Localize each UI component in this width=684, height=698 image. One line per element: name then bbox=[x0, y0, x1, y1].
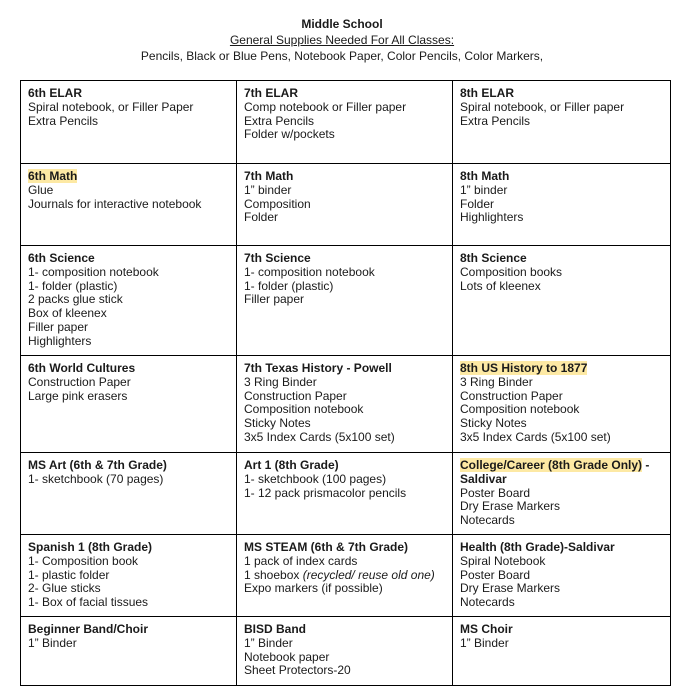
supply-item: Composition books bbox=[460, 264, 563, 279]
cell-6th-world-cultures bbox=[21, 356, 237, 453]
class-title: 7th Science bbox=[244, 251, 311, 265]
class-title-highlighted: 8th US History to 1877 bbox=[460, 361, 588, 375]
cell-6th-math bbox=[21, 164, 237, 246]
supply-item-note: (recycled/ reuse old one) bbox=[302, 567, 435, 582]
supply-item: 1 pack of index cards bbox=[244, 553, 358, 568]
table-row bbox=[21, 535, 671, 617]
cell-ms-steam bbox=[237, 535, 453, 617]
cell-ms-choir bbox=[453, 617, 671, 686]
cell-7th-elar bbox=[237, 81, 453, 164]
supply-item: Spiral notebook, or Filler paper bbox=[460, 99, 625, 114]
supply-item: Highlighters bbox=[460, 210, 524, 225]
supplies-table bbox=[20, 80, 671, 686]
supply-item: Large pink erasers bbox=[28, 388, 128, 403]
supply-item: Poster Board bbox=[460, 485, 531, 500]
supply-item: Composition notebook bbox=[460, 402, 580, 417]
class-title: 6th ELAR bbox=[28, 86, 82, 100]
class-title: MS Art (6th & 7th Grade) bbox=[28, 458, 167, 472]
class-title: Beginner Band/Choir bbox=[28, 622, 149, 636]
supply-item: Dry Erase Markers bbox=[460, 581, 561, 596]
supply-item: 1- sketchbook (70 pages) bbox=[28, 471, 164, 486]
cell-7th-texas-history bbox=[237, 356, 453, 453]
supply-item: 2 packs glue stick bbox=[28, 292, 123, 307]
supply-item: Construction Paper bbox=[460, 388, 563, 403]
supply-item: Journals for interactive notebook bbox=[28, 196, 202, 211]
class-title-suffix: - bbox=[642, 458, 650, 472]
supply-item: 1- folder (plastic) bbox=[28, 278, 118, 293]
supply-item: Notebook paper bbox=[244, 649, 330, 664]
class-title: 6th Science bbox=[28, 251, 95, 265]
supply-item: Extra Pencils bbox=[244, 113, 315, 128]
table-row bbox=[21, 164, 671, 246]
supply-item: Lots of kleenex bbox=[460, 278, 541, 293]
supply-item: 1- folder (plastic) bbox=[244, 278, 334, 293]
class-title-highlighted: 6th Math bbox=[28, 169, 78, 183]
header bbox=[0, 16, 684, 64]
class-title: 7th ELAR bbox=[244, 86, 298, 100]
supply-item: Notecards bbox=[460, 595, 515, 610]
supply-item: 1- Composition book bbox=[28, 553, 139, 568]
supply-item: 3x5 Index Cards (5x100 set) bbox=[244, 429, 395, 444]
class-title: 8th Science bbox=[460, 251, 527, 265]
general-supplies-heading: General Supplies Needed For All Classes: bbox=[229, 33, 455, 47]
cell-8th-math bbox=[453, 164, 671, 246]
supply-item: Dry Erase Markers bbox=[460, 499, 561, 514]
supply-item: 1- composition notebook bbox=[28, 264, 159, 279]
table-row bbox=[21, 617, 671, 686]
supply-item: Folder bbox=[244, 210, 279, 225]
cell-6th-elar bbox=[21, 81, 237, 164]
class-title: 8th Math bbox=[460, 169, 510, 183]
cell-spanish-1 bbox=[21, 535, 237, 617]
supply-item: Construction Paper bbox=[28, 374, 131, 389]
cell-6th-science bbox=[21, 246, 237, 356]
page-title: Middle School bbox=[301, 17, 383, 31]
supply-item: Sticky Notes bbox=[460, 416, 527, 431]
cell-8th-us-history bbox=[453, 356, 671, 453]
supply-item-text: 1 shoebox bbox=[244, 567, 300, 582]
supply-item: Filler paper bbox=[28, 319, 89, 334]
class-title: 6th World Cultures bbox=[28, 361, 136, 375]
supply-item: Spiral notebook, or Filler Paper bbox=[28, 99, 194, 114]
class-title bbox=[460, 459, 664, 473]
supply-item: Composition notebook bbox=[244, 402, 364, 417]
supply-item: 3 Ring Binder bbox=[460, 374, 533, 389]
supply-item: Folder bbox=[460, 196, 495, 211]
supply-item: 1” binder bbox=[244, 182, 292, 197]
table-row bbox=[21, 81, 671, 164]
table-row bbox=[21, 246, 671, 356]
supply-item: Expo markers (if possible) bbox=[244, 581, 383, 596]
supply-item: 1” Binder bbox=[244, 635, 293, 650]
supply-item: Notecards bbox=[460, 513, 515, 528]
supply-item: 1” binder bbox=[460, 182, 508, 197]
supply-item: Folder w/pockets bbox=[244, 127, 335, 142]
supply-item: Extra Pencils bbox=[460, 113, 531, 128]
supply-item: Poster Board bbox=[460, 567, 531, 582]
supply-item: Spiral Notebook bbox=[460, 553, 546, 568]
class-title: 8th ELAR bbox=[460, 86, 514, 100]
supply-item: 1” Binder bbox=[28, 635, 77, 650]
class-title: 7th Math bbox=[244, 169, 294, 183]
table-row bbox=[21, 453, 671, 535]
class-title: Health (8th Grade)-Saldivar bbox=[460, 540, 615, 554]
supply-item: 1- plastic folder bbox=[28, 567, 110, 582]
cell-art-1 bbox=[237, 453, 453, 535]
class-title: Spanish 1 (8th Grade) bbox=[28, 540, 153, 554]
cell-7th-math bbox=[237, 164, 453, 246]
supply-item: Comp notebook or Filler paper bbox=[244, 99, 407, 114]
cell-8th-science bbox=[453, 246, 671, 356]
supply-item: Box of kleenex bbox=[28, 306, 107, 321]
supply-item: 1” Binder bbox=[460, 635, 509, 650]
table-row bbox=[21, 356, 671, 453]
supply-item: 2- Glue sticks bbox=[28, 581, 101, 596]
cell-ms-art bbox=[21, 453, 237, 535]
supply-item: Highlighters bbox=[28, 333, 92, 348]
class-title: Art 1 (8th Grade) bbox=[244, 458, 339, 472]
supply-item: Filler paper bbox=[244, 292, 305, 307]
class-title: MS Choir bbox=[460, 622, 513, 636]
supply-item: 3 Ring Binder bbox=[244, 374, 317, 389]
supply-item: 1- sketchbook (100 pages) bbox=[244, 471, 387, 486]
supply-item: Sticky Notes bbox=[244, 416, 311, 431]
class-title-highlighted: College/Career (8th Grade Only) bbox=[460, 458, 643, 472]
supply-item: Glue bbox=[28, 182, 54, 197]
cell-bisd-band bbox=[237, 617, 453, 686]
supply-item: 1- composition notebook bbox=[244, 264, 375, 279]
general-supplies-list: Pencils, Black or Blue Pens, Notebook Paper, Color Pencils, Color Markers, bbox=[140, 49, 544, 63]
cell-beginner-band-choir bbox=[21, 617, 237, 686]
supply-item: 3x5 Index Cards (5x100 set) bbox=[460, 429, 611, 444]
teacher-name: Saldivar bbox=[460, 471, 507, 486]
supply-item: 1- 12 pack prismacolor pencils bbox=[244, 485, 407, 500]
supply-item: Sheet Protectors-20 bbox=[244, 663, 351, 678]
cell-7th-science bbox=[237, 246, 453, 356]
supply-item bbox=[244, 569, 446, 583]
cell-8th-elar bbox=[453, 81, 671, 164]
cell-health bbox=[453, 535, 671, 617]
class-title: BISD Band bbox=[244, 622, 307, 636]
supply-item: Construction Paper bbox=[244, 388, 347, 403]
class-title: 7th Texas History - Powell bbox=[244, 361, 392, 375]
supply-item: Extra Pencils bbox=[28, 113, 99, 128]
cell-college-career bbox=[453, 453, 671, 535]
supply-item: 1- Box of facial tissues bbox=[28, 595, 149, 610]
supply-item: Composition bbox=[244, 196, 311, 211]
class-title: MS STEAM (6th & 7th Grade) bbox=[244, 540, 409, 554]
